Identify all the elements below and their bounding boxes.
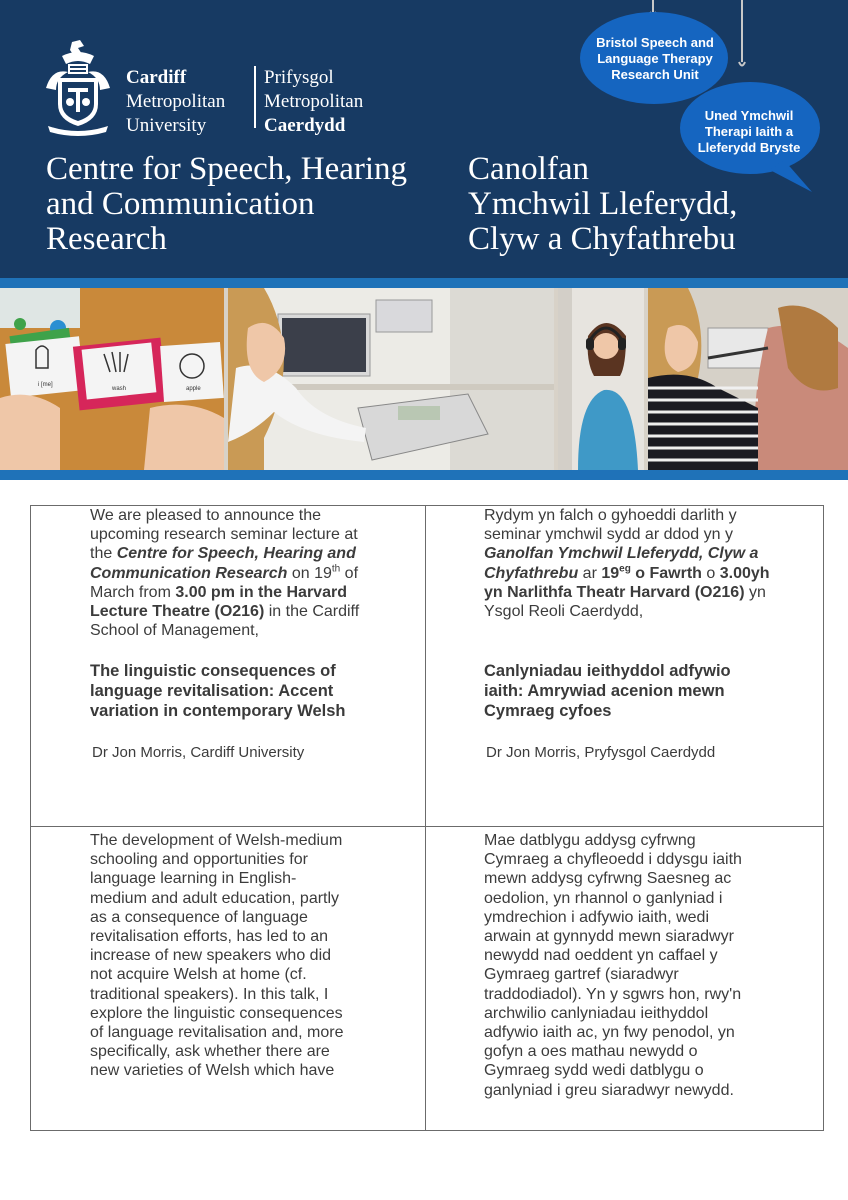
photo-strip	[0, 288, 848, 470]
text-line: Rydym yn falch o gyhoeddi darlith y	[484, 507, 737, 524]
abstract-line: arwain at gynnydd mewn siaradwyr	[484, 928, 734, 946]
abstract-line: traditional speakers). In this talk, I	[90, 985, 329, 1003]
abstract-line: medium and adult education, partly	[90, 889, 340, 907]
centre-name: Ganolfan Ymchwil Lleferydd, Clyw a	[484, 545, 759, 563]
bubble-welsh	[684, 108, 814, 156]
abstract-line: of language revitalisation and, more	[90, 1024, 344, 1042]
title-line: Cymraeg cyfoes	[484, 702, 612, 721]
abstract-line: specifically, ask whether there are	[90, 1043, 330, 1061]
centre-name: Communication Research	[90, 564, 288, 582]
photo-audiometer	[228, 288, 554, 470]
title-line: The linguistic consequences of	[90, 662, 336, 681]
title-line: Canlyniadau ieithyddol adfywio	[484, 662, 731, 681]
text-line	[90, 564, 410, 583]
bubble-cy-line: Lleferydd Bryste	[697, 140, 801, 155]
uni-cy-line: Prifysgol	[264, 67, 334, 88]
uni-cy-line: Caerdydd	[264, 115, 346, 136]
blue-stripe-top	[0, 278, 848, 288]
abstract-line: Cymraeg a chyfleoedd i ddysgu iaith	[484, 851, 742, 869]
text-line: upcoming research seminar lecture at	[90, 526, 358, 544]
time-venue: 3.00 pm in the Harvard	[175, 583, 347, 601]
centre-cy-line: Clyw a Chyfathrebu	[468, 221, 736, 257]
abstract-line: ganlyniad i greu siaradwyr newydd.	[484, 1081, 734, 1099]
bubble-en-line: Bristol Speech and	[596, 35, 714, 50]
bubble-cy-line: Therapi Iaith a	[704, 124, 794, 139]
english-announcement	[90, 506, 410, 763]
abstract-line: ymdrechion i adfywio iaith, wedi	[484, 908, 709, 926]
title-line: language revitalisation: Accent	[90, 682, 334, 701]
name-divider	[254, 66, 256, 128]
centre-name: Centre for Speech, Hearing and	[116, 545, 356, 563]
abstract-line: The development of Welsh-medium	[90, 832, 343, 849]
header-banner	[0, 0, 848, 278]
photo-ear-examination	[648, 288, 848, 470]
text-run: of	[340, 564, 359, 582]
ordinal-suffix: eg	[619, 563, 631, 575]
column-divider	[425, 506, 426, 1130]
abstract-line: explore the linguistic consequences	[90, 1004, 343, 1022]
row-divider	[31, 826, 823, 827]
abstract-line: schooling and opportunities for	[90, 851, 308, 869]
abstract-line: archwilio canlyniadau ieithyddol	[484, 1004, 709, 1022]
centre-cy-line: Ymchwil Lleferydd,	[468, 186, 738, 222]
abstract-line: Mae datblygu addysg cyfrwng	[484, 832, 696, 849]
university-name-welsh	[264, 66, 363, 138]
text-line: seminar ymchwil sydd ar ddod yn y	[484, 526, 733, 544]
card-label: apple	[186, 386, 201, 392]
bubble-en-line: Research Unit	[611, 67, 699, 82]
text-line	[484, 583, 814, 602]
time: 3.00yh	[719, 564, 770, 582]
text-line	[484, 564, 814, 583]
abstract-line: oedolion, yn rhannol o ganlyniad i	[484, 889, 723, 907]
text-line	[90, 544, 410, 563]
speaker-english: Dr Jon Morris, Cardiff University	[92, 744, 305, 762]
speaker-welsh: Dr Jon Morris, Pryfysgol Caerdydd	[486, 744, 716, 762]
ordinal-suffix: th	[331, 563, 341, 575]
abstract-line: increase of new speakers who did	[90, 947, 332, 965]
abstract-line: not acquire Welsh at home (cf.	[90, 966, 307, 984]
university-name-english	[126, 66, 225, 138]
university-crest-icon	[42, 38, 114, 138]
blue-stripe-bottom	[0, 470, 848, 480]
abstract-line: Gymraeg gartref (siaradwyr	[484, 966, 679, 984]
title-line: variation in contemporary Welsh	[90, 702, 346, 721]
text-run: on 19	[287, 564, 332, 582]
bubble-cy-line: Uned Ymchwil	[704, 108, 794, 123]
centre-name: Chyfathrebu	[484, 564, 579, 582]
text-run: ar	[578, 564, 602, 582]
text-run: March	[90, 583, 135, 601]
text-line	[90, 602, 410, 621]
text-run: o	[701, 564, 720, 582]
uni-cy-line: Metropolitan	[264, 91, 364, 112]
uni-en-line: University	[126, 115, 207, 136]
text-line	[90, 583, 410, 602]
date: 19	[601, 564, 620, 582]
abstract-line: new varieties of Welsh which have	[90, 1062, 335, 1080]
card-label: i [me]	[38, 382, 53, 388]
abstract-line: gofyn a oes mathau newydd o	[484, 1043, 698, 1061]
text-run: in the Cardiff	[264, 603, 360, 621]
venue: Lecture Theatre (O216)	[90, 603, 265, 621]
text-run: yn	[744, 583, 766, 601]
text-run: from	[134, 583, 176, 601]
abstract-line: adfywio iaith ac, yn fwy penodol, yn	[484, 1024, 735, 1042]
title-line: iaith: Amrywiad acenion mewn	[484, 682, 725, 701]
lecture-title-english	[90, 661, 410, 721]
abstract-line: newydd nad oeddent yn caffael y	[484, 947, 718, 965]
centre-en-line: and Communication	[46, 186, 315, 222]
uni-en-line: Cardiff	[126, 67, 187, 88]
english-abstract	[90, 831, 410, 1081]
centre-title-english	[46, 152, 407, 257]
text-line: Ysgol Reoli Caerdydd,	[484, 603, 644, 621]
card-label: wash	[112, 386, 127, 392]
abstract-line: language learning in English-	[90, 870, 297, 888]
centre-en-line: Research	[46, 221, 167, 257]
photo-headphones	[558, 288, 644, 470]
bubble-english	[596, 35, 714, 83]
lecture-title-welsh	[484, 661, 814, 721]
abstract-line: traddodiadol). Yn y sgwrs hon, rwy'n	[484, 985, 742, 1003]
venue: yn Narlithfa Theatr Harvard (O216)	[484, 583, 745, 601]
photo-symbol-cards	[0, 288, 224, 470]
text-run: the	[90, 545, 117, 563]
bubble-en-line: Language Therapy	[597, 51, 713, 66]
text-line: School of Management,	[90, 622, 259, 640]
date: o Fawrth	[630, 564, 702, 582]
welsh-announcement	[484, 506, 814, 762]
abstract-line: revitalisation efforts, has led to an	[90, 928, 329, 946]
text-line: We are pleased to announce the	[90, 507, 321, 524]
uni-en-line: Metropolitan	[126, 91, 226, 112]
welsh-abstract	[484, 831, 814, 1100]
centre-cy-line: Canolfan	[468, 151, 589, 187]
abstract-line: as a consequence of language	[90, 908, 308, 926]
abstract-line: mewn addysg cyfrwng Saesneg ac	[484, 870, 732, 888]
abstract-line: Gymraeg sydd wedi datblygu o	[484, 1062, 704, 1080]
centre-en-line: Centre for Speech, Hearing	[46, 151, 408, 187]
speech-bubbles-graphic	[570, 0, 848, 200]
